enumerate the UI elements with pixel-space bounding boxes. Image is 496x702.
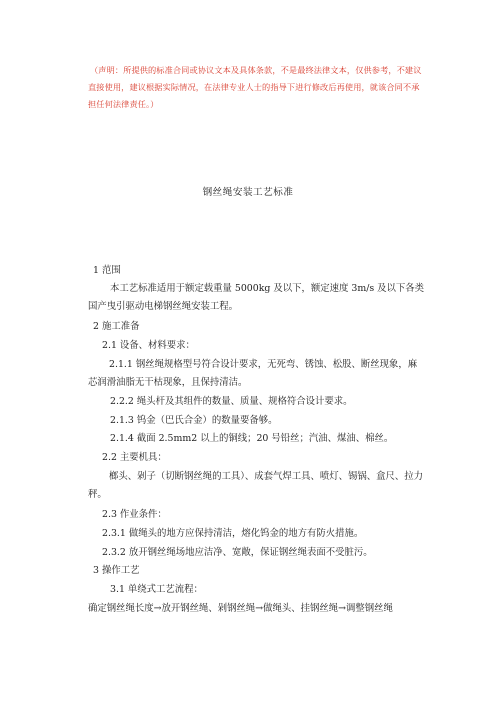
section-2-1-3: 2.1.3 钨金（巴氏合金）的数量要备够。 [110,415,278,426]
section-1-heading: 1 范围 [93,265,121,276]
section-2-heading: 2 施工准备 [93,321,140,332]
section-2-2-body: 榔头、剁子（切断钢丝绳的工具）、成套气焊工具、喷灯、锡锅、盒尺、拉力秤。 [88,471,424,500]
section-2-3-1: 2.3.1 做绳头的地方应保持清洁，熔化钨金的地方有防火措施。 [102,528,364,539]
disclaimer-note: （声明：所提供的标准合同或协议文本及具体条款，不是最终法律文本，仅供参考，不建议直接使用，建议根据实际情况，在法律专业人士的指导下进行修改后再使用，就该合同不承担任何法律责任。） [88,65,422,109]
section-3-1: 3.1 单绕式工艺流程： [110,584,203,595]
section-2-3-2: 2.3.2 放开钢丝绳场地应洁净、宽敞，保证钢丝绳表面不受脏污。 [102,547,373,558]
section-2-2: 2.2 主要机具： [102,452,167,463]
section-2-1: 2.1 设备、材料要求： [102,340,195,351]
section-2-1-4: 2.1.4 截面 2.5mm2 以上的铜线；20 号铅丝；汽油、煤油、棉丝。 [110,433,394,444]
section-2-1-1: 2.1.1 钢丝绳规格型号符合设计要求，无死弯、锈蚀、松股、断丝现象，麻芯润滑油脂无干枯现象，且保持清洁。 [88,359,418,388]
document-title: 钢丝绳安装工艺标准 [202,187,294,198]
section-1-body: 本工艺标准适用于额定载重量 5000kg 及以下，额定速度 3m/s 及以下各类国产曳引驱动电梯钢丝绳安装工程。 [88,283,425,312]
section-3-heading: 3 操作工艺 [93,565,140,576]
section-3-1-body: 确定钢丝绳长度→放开钢丝绳、剁钢丝绳→做绳头、挂钢丝绳→调整钢丝绳 [88,603,393,614]
section-2-2-2: 2.2.2 绳头杆及其组件的数量、质量、规格符合设计要求。 [110,396,353,407]
section-2-3: 2.3 作业条件： [102,509,167,520]
